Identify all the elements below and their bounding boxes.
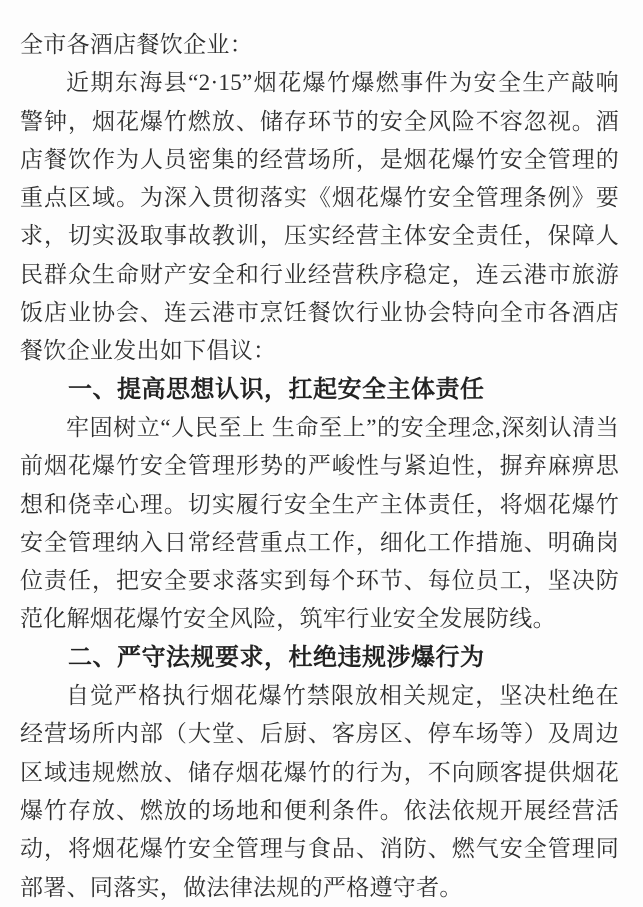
section-heading-2: 二、严守法规要求，杜绝违规涉爆行为 (68, 643, 485, 671)
paragraph-intro: 近期东海县“2·15”烟花爆竹爆燃事件为安全生产敲响警钟，烟花爆竹燃放、储存环节的安全风险不容忽视。酒店餐饮作为人员密集的经营场所，是烟花爆竹安全管理的重点区域。为深入贯彻落实《烟花爆竹安全管理条例》要求，切实汲取事故教训，压实经营主体安全责任，保障人民群众生命财产安全和行业经营秩序稳定，连云港市旅游饭店业协会、连云港市烹饪餐饮行业协会特向全市各酒店餐饮企业发出如下倡议： (20, 70, 619, 364)
salutation: 全市各酒店餐饮企业： (20, 32, 253, 57)
paragraph-section-2: 自觉严格执行烟花爆竹禁限放相关规定，坚决杜绝在经营场所内部（大堂、后厨、客房区、停车场等）及周边区域违规燃放、储存烟花爆竹的行为，不向顾客提供烟花爆竹存放、燃放的场地和便利条件。依法依规开展经营活动，将烟花爆竹安全管理与食品、消防、燃气安全管理同部署、同落实，做法律法规的严格遵守者。 (20, 683, 619, 900)
paragraph-section-1: 牢固树立“人民至上 生命至上”的安全理念,深刻认清当前烟花爆竹安全管理形势的严峻性与紧迫性，摒弃麻痹思想和侥幸心理。切实履行安全生产主体责任，将烟花爆竹安全管理纳入日常经营重点工作，细化工作措施、明确岗位责任，把安全要求落实到每个环节、每位员工，坚决防范化解烟花爆竹安全风险，筑牢行业安全发展防线。 (20, 414, 619, 632)
section-heading-1: 一、提高思想认识，扛起安全主体责任 (68, 375, 485, 403)
